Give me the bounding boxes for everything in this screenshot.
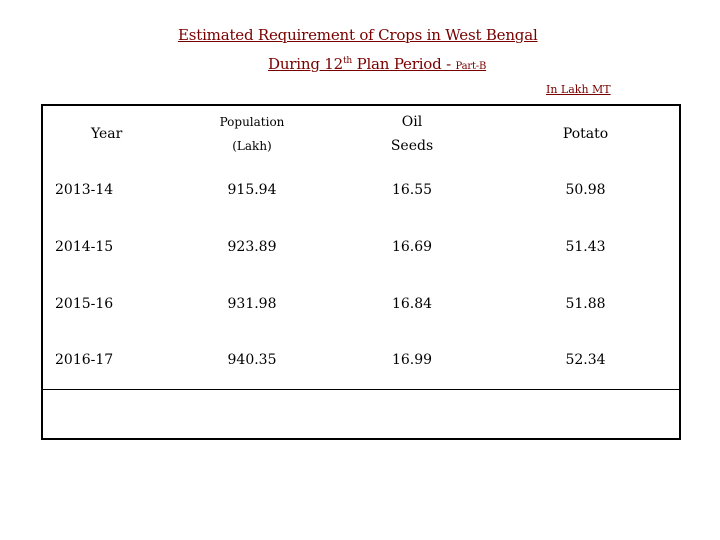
table-row: [42, 161, 680, 218]
cell-year: 2016-17: [55, 352, 114, 369]
cell-year: 2015-16: [55, 295, 114, 312]
header-population-line2: (Lakh): [232, 138, 272, 153]
empty-cell: [42, 389, 680, 439]
subtitle-prefix: During 12: [268, 55, 343, 73]
cell-year: 2014-15: [55, 238, 114, 255]
table-row: [42, 332, 680, 389]
cell-population: 915.94: [227, 181, 277, 198]
cell-oil-seeds: 16.99: [391, 352, 433, 369]
page-title: Estimated Requirement of Crops in West Bengal: [178, 26, 538, 44]
page-subtitle: [268, 55, 486, 73]
subtitle-main: Plan Period -: [352, 55, 456, 73]
requirements-table: [41, 104, 681, 440]
cell-potato: 50.98: [565, 181, 606, 198]
cell-oil-seeds: 16.55: [391, 181, 433, 198]
header-oil-seeds: [332, 105, 492, 161]
header-oil-line2: Seeds: [390, 137, 434, 154]
table-header-row: [42, 105, 680, 161]
table-row: [42, 275, 680, 332]
header-oil-line1: Oil: [401, 113, 423, 130]
cell-potato: 52.34: [565, 352, 606, 369]
cell-population: 940.35: [227, 352, 277, 369]
cell-oil-seeds: 16.69: [391, 238, 433, 255]
header-year: Year: [91, 125, 123, 142]
cell-potato: 51.88: [565, 295, 606, 312]
header-potato: Potato: [562, 125, 609, 142]
cell-population: 931.98: [227, 295, 277, 312]
cell-potato: 51.43: [565, 238, 606, 255]
subtitle-part: Part-B: [455, 61, 487, 72]
cell-oil-seeds: 16.84: [391, 295, 433, 312]
cell-population: 923.89: [227, 238, 277, 255]
table-empty-row: [42, 389, 680, 439]
header-population: [172, 105, 332, 161]
subtitle-superscript: th: [342, 56, 352, 66]
header-population-line1: Population: [219, 114, 285, 129]
cell-year: 2013-14: [55, 181, 114, 198]
units-label: In Lakh MT: [546, 83, 611, 96]
table-row: [42, 218, 680, 275]
